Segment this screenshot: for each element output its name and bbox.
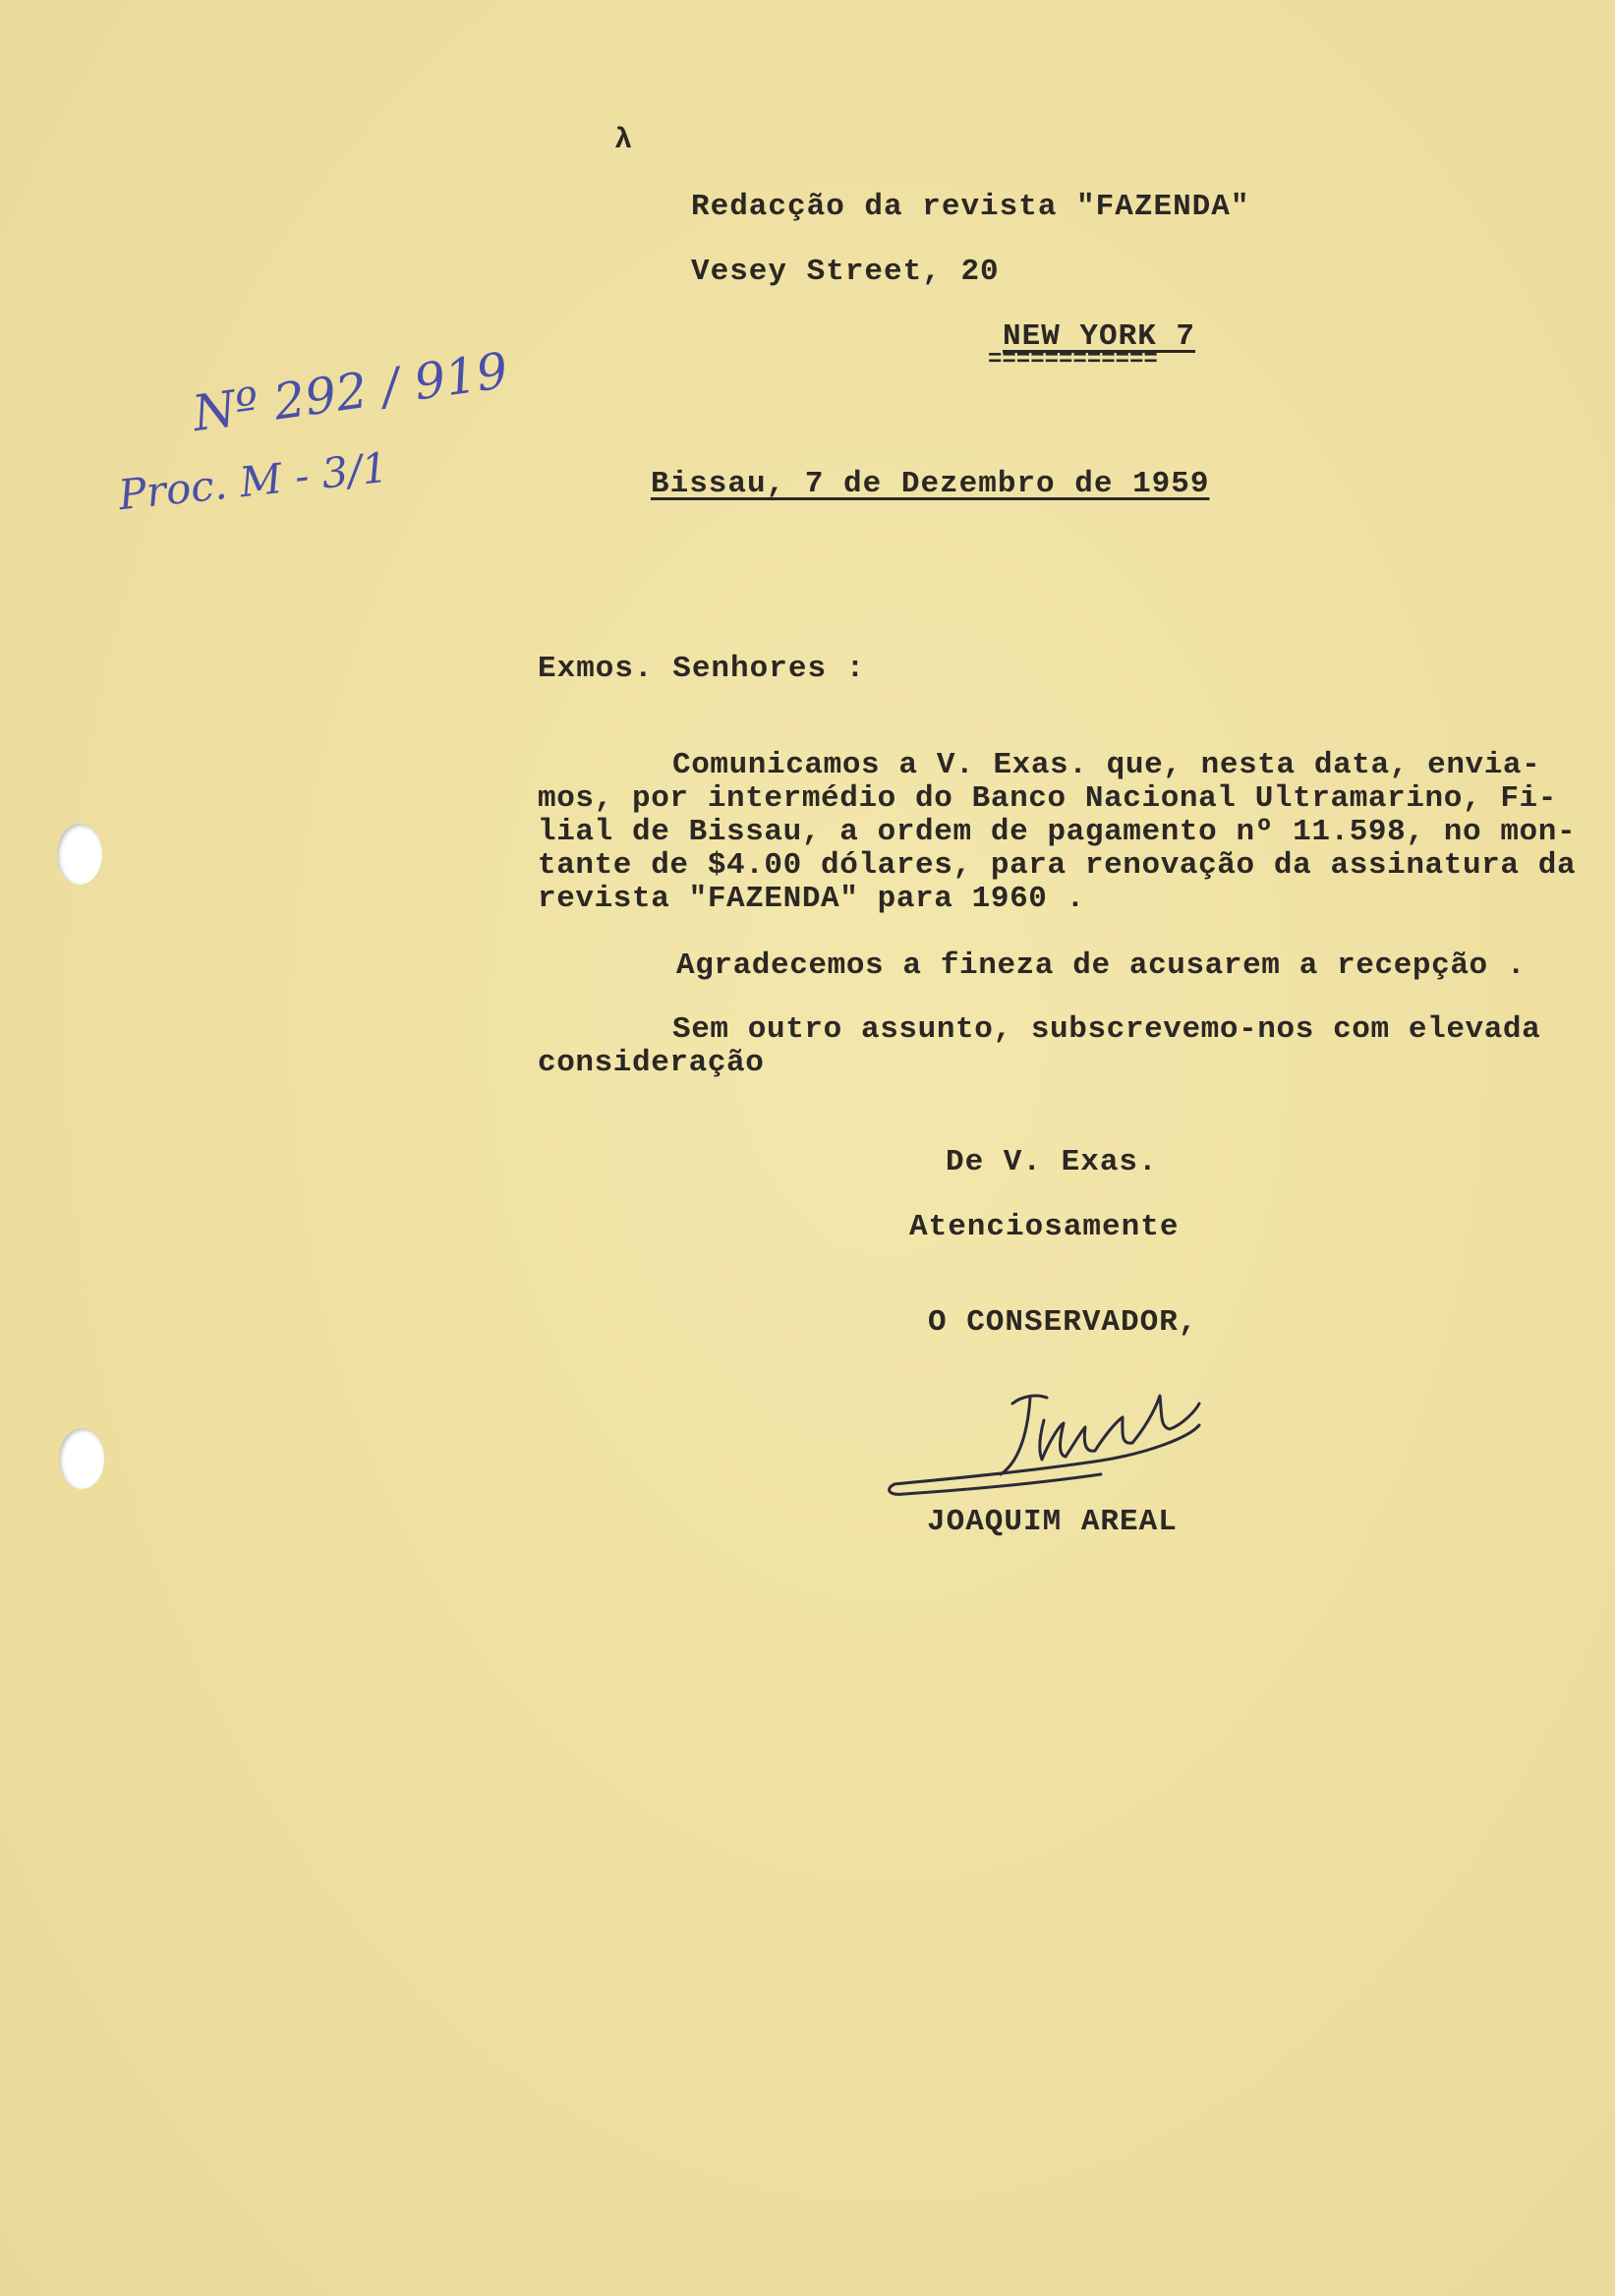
closing-line-1: De V. Exas. [946, 1145, 1158, 1179]
punch-hole-bottom [59, 1428, 104, 1489]
addressee-line-1: Redacção da revista "FAZENDA" [691, 190, 1250, 224]
signatory-name: JOAQUIM AREAL [927, 1505, 1178, 1539]
date-line: Bissau, 7 de Dezembro de 1959 [651, 467, 1210, 501]
body-line: mos, por intermédio do Banco Nacional Ultramarino, Fi- [538, 781, 1557, 816]
closing-title: O CONSERVADOR, [928, 1305, 1198, 1340]
addressee-city-rule: ============ [988, 347, 1158, 373]
body-line: tante de $4.00 dólares, para renovação da assinatura da [538, 848, 1577, 883]
addressee-line-2: Vesey Street, 20 [691, 255, 1000, 289]
body-line: Sem outro assunto, subscrevemo-nos com elevada [672, 1012, 1541, 1047]
closing-line-2: Atenciosamente [909, 1210, 1180, 1244]
handwritten-proc: Proc. M - 3/1 [116, 442, 391, 520]
addressee-city: NEW YORK 7 [1003, 319, 1196, 354]
punch-hole-top [57, 824, 102, 885]
top-mark: λ [614, 124, 634, 157]
handwritten-signature [875, 1366, 1209, 1514]
body-line: Comunicamos a V. Exas. que, nesta data, envia- [672, 748, 1541, 782]
body-paragraph-2: Agradecemos a fineza de acusarem a recepção . [676, 948, 1527, 983]
body-line: revista "FAZENDA" para 1960 . [538, 882, 1085, 916]
body-line: consideração [538, 1046, 765, 1080]
handwritten-ref-number: Nº 292 / 919 [189, 341, 512, 443]
body-line: lial de Bissau, a ordem de pagamento nº 11.598, no mon- [538, 815, 1577, 849]
salutation: Exmos. Senhores : [538, 652, 866, 686]
